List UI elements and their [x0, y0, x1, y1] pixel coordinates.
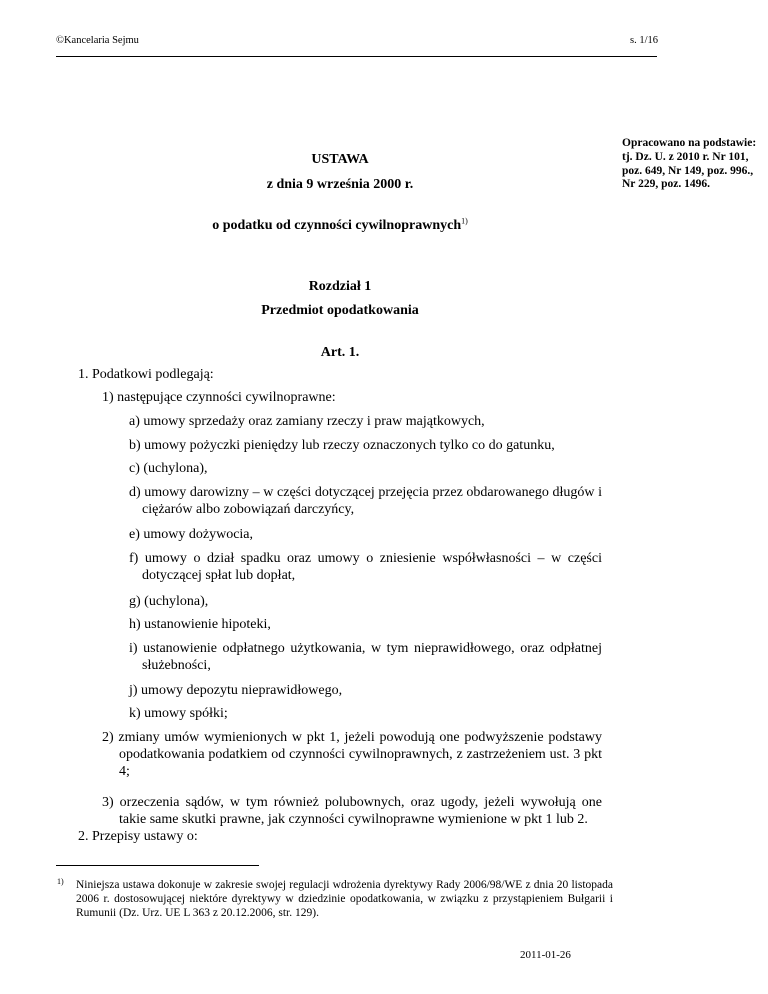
header-page-number: s. 1/16: [630, 35, 659, 46]
footnote-rule: [56, 865, 259, 866]
header-rule: [56, 56, 657, 57]
article-heading: Art. 1.: [320, 345, 360, 360]
letter-j: j) umowy depozytu nieprawidłowego,: [129, 683, 343, 698]
header-publisher: ©Kancelaria Sejmu: [56, 35, 139, 46]
letter-c: c) (uchylona),: [129, 461, 208, 476]
letter-a: a) umowy sprzedaży oraz zamiany rzeczy i praw majątkowych,: [129, 414, 485, 429]
point-3: 3) orzeczenia sądów, w tym również polubownych, oraz ugody, jeżeli wywołują one takie same skutki prawne, jak czynności cywilnoprawne wymienione w pkt 1 lub 2.: [102, 795, 602, 827]
letter-e: e) umowy dożywocia,: [129, 527, 254, 542]
footnote-mark: 1): [57, 877, 64, 886]
letter-k: k) umowy spółki;: [129, 706, 228, 721]
point-2: 2) zmiany umów wymienionych w pkt 1, jeżeli powodują one podwyższenie podstawy opodatkowania podatkiem od czynności cywilnoprawnych, z zastrzeżeniem ust. 3 pkt 4;: [102, 730, 602, 779]
footer-date: 2011-01-26: [520, 949, 571, 961]
footnote-text: Niniejsza ustawa dokonuje w zakresie swojej regulacji wdrożenia dyrektywy Rady 2006/98/WE z dnia 20 listopada 2006 r. dostosowującej niektóre dyrektywy w dziedzinie opodatkowania, w związku z przystąpieniem Bułgarii i Rumunii (Dz. Urz. UE L 363 z 20.12.2006, str. 129).: [76, 879, 613, 919]
letter-i: i) ustanowienie odpłatnego użytkowania, w tym nieprawidłowego, oraz odpłatnej służebności,: [129, 641, 602, 673]
letter-g: g) (uchylona),: [129, 594, 209, 609]
letter-f: f) umowy o dział spadku oraz umowy o zniesienie współwłasności – w części dotyczącej spłat lub dopłat,: [129, 551, 602, 583]
act-subject-text: o podatku od czynności cywilnoprawnych: [212, 218, 462, 233]
act-date: z dnia 9 września 2000 r.: [266, 177, 414, 192]
margin-note: Opracowano na podstawie: tj. Dz. U. z 2010 r. Nr 101, poz. 649, Nr 149, poz. 996., Nr 229, poz. 1496.: [622, 137, 757, 191]
chapter-number: Rozdział 1: [308, 279, 372, 294]
footnote-ref: 1): [461, 216, 468, 226]
act-subject: [78, 218, 602, 234]
act-type: USTAWA: [311, 152, 369, 167]
paragraph-1: 1. Podatkowi podlegają:: [78, 367, 214, 382]
letter-h: h) ustanowienie hipoteki,: [129, 617, 271, 632]
paragraph-2: 2. Przepisy ustawy o:: [78, 829, 198, 844]
chapter-title: Przedmiot opodatkowania: [261, 303, 419, 318]
letter-b: b) umowy pożyczki pieniędzy lub rzeczy oznaczonych tylko co do gatunku,: [129, 438, 555, 453]
letter-d: d) umowy darowizny – w części dotyczącej przejęcia przez obdarowanego długów i ciężarów albo zobowiązań darczyńcy,: [129, 485, 602, 517]
point-1: 1) następujące czynności cywilnoprawne:: [102, 390, 336, 405]
